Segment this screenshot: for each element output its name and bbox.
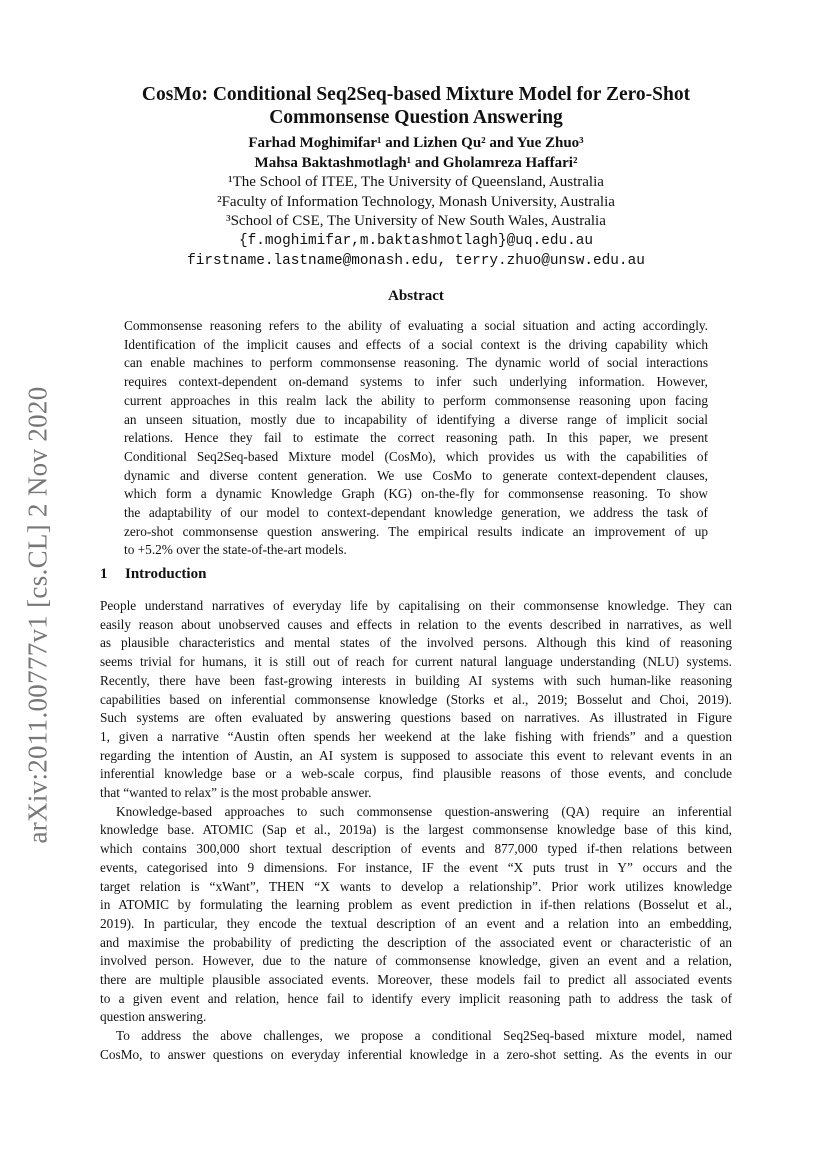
body-line: easily reason about unobserved causes and effects in relation to the events described in narratives, as well: [100, 616, 732, 632]
author-line-1: Farhad Moghimifar¹ and Lizhen Qu² and Yue Zhuo³: [248, 135, 584, 151]
body-line: as plausible characteristics and mental states of the involved persons. Although this kind of reasoning: [100, 635, 732, 651]
email-line-2: firstname.lastname@monash.edu, terry.zhuo@unsw.edu.au: [187, 252, 645, 269]
author-block: [100, 134, 732, 271]
abstract-line: an unseen situation, mostly due to incapability of identifying a diverse range of implicit social: [124, 411, 708, 427]
introduction-body: [100, 597, 732, 1065]
body-line: question answering.: [100, 1009, 207, 1025]
body-line: To address the above challenges, we propose a conditional Seq2Seq-based mixture model, named: [116, 1028, 732, 1044]
affiliation-3: ³School of CSE, The University of New South Wales, Australia: [226, 213, 606, 230]
affiliation-1: ¹The School of ITEE, The University of Queensland, Australia: [228, 174, 604, 191]
email-line-1: {f.moghimifar,m.baktashmotlagh}@uq.edu.au: [238, 232, 594, 249]
abstract-line: can enable machines to perform commonsense reasoning. The dynamic world of social interactions: [124, 355, 708, 371]
section-heading: [100, 566, 206, 583]
abstract-line: relations. Hence they fail to estimate the correct reasoning path. In this paper, we present: [124, 430, 708, 446]
affiliation-2: ²Faculty of Information Technology, Monash University, Australia: [217, 193, 615, 210]
body-line: Knowledge-based approaches to such commonsense question-answering (QA) require an inferential: [116, 803, 732, 819]
body-line-citation[interactable]: 2019). In particular, they encode the textual description of an event and a relation into an embedding,: [100, 915, 732, 931]
body-line: seems trivial for humans, it is still out of reach for current natural language understanding (NLU) systems.: [100, 654, 732, 670]
abstract-heading: Abstract: [388, 288, 444, 304]
body-line: inferential knowledge base or a web-scale corpus, find plausible reasons of those events, and conclude: [100, 766, 732, 782]
body-line: there are multiple plausible associated events. Moreover, these models fail to predict all associated events: [100, 972, 732, 988]
body-line: events, categorised into 9 dimensions. For instance, IF the event “X puts trust in Y” occurs and the: [100, 859, 732, 875]
body-line: target relation is “xWant”, THEN “X wants to develop a relationship”. Prior work utilizes knowledge: [100, 878, 732, 894]
abstract-line: to +5.2% over the state-of-the-art models.: [124, 542, 347, 558]
body-line-citation[interactable]: in ATOMIC by formulating the learning problem as event prediction in if-then relations (Bosselut et al.,: [100, 897, 732, 913]
body-line: which contains 300,000 short textual description of events and 877,000 typed if-then relations between: [100, 841, 732, 857]
body-line: Recently, there have been fast-growing interests in building AI systems with such human-like reasoning: [100, 672, 732, 688]
abstract-line: which form a dynamic Knowledge Graph (KG) on-the-fly for commonsense reasoning. To show: [124, 486, 708, 502]
abstract-body: [124, 317, 708, 560]
paper-title: [100, 83, 732, 129]
abstract-line: requires context-dependent on-demand systems to infer such underlying information. However,: [124, 374, 708, 390]
abstract-line: Identification of the implicit causes and effects of a social context is the driving capability which: [124, 336, 708, 352]
arxiv-sidebar: [18, 360, 58, 870]
body-line: regarding the intention of Austin, an AI system is supposed to associate this event to relevant events in an: [100, 747, 732, 763]
body-line: to a given event and relation, hence fail to identify every implicit reasoning path to address the task of: [100, 990, 732, 1006]
body-line: Such systems are often evaluated by answering questions based on narratives. As illustrated in Figure: [100, 710, 732, 726]
abstract-line: Conditional Seq2Seq-based Mixture model (CosMo), which provides us with the capabilities of: [124, 448, 708, 464]
body-line-citations[interactable]: capabilities based on inferential commonsense knowledge (Storks et al., 2019; Bosselut and Choi, 2019).: [100, 691, 732, 707]
title-line-1: CosMo: Conditional Seq2Seq-based Mixture Model for Zero-Shot: [141, 84, 691, 105]
abstract-line: Commonsense reasoning refers to the ability of evaluating a social situation and acting accordingly.: [124, 318, 708, 333]
body-line: People understand narratives of everyday life by capitalising on their commonsense knowledge. They can: [100, 598, 732, 613]
body-line-citation[interactable]: knowledge base. ATOMIC (Sap et al., 2019a) is the largest commonsense knowledge base of this kind,: [100, 822, 732, 838]
body-line: that “wanted to relax” is the most probable answer.: [100, 785, 372, 801]
title-line-2: Commonsense Question Answering: [269, 107, 563, 128]
abstract-line: dynamic and diverse content generation. We use CosMo to generate context-dependent clauses,: [124, 467, 708, 483]
abstract-line: current approaches in this realm lack the ability to perform commonsense reasoning upon facing: [124, 392, 708, 408]
section-title: Introduction: [125, 566, 207, 582]
abstract-line: the adaptability of our model to context-dependant knowledge generation, we address the task of: [124, 505, 708, 521]
author-line-2: Mahsa Baktashmotlagh¹ and Gholamreza Haffari²: [254, 154, 578, 171]
body-line: involved person. However, due to the nature of commonsense knowledge, given an event and a relation,: [100, 953, 732, 969]
abstract-line: zero-shot commonsense question answering. The empirical results indicate an improvement of up: [124, 523, 708, 539]
body-line-figure-ref[interactable]: 1, given a narrative “Austin often spends her weekend at the lake fishing with friends” and a question: [100, 728, 732, 744]
body-line: and maximise the probability of predicting the description of the associated event or characteristic of an: [100, 934, 732, 950]
arxiv-identifier: arXiv:2011.00777v1 [cs.CL] 2 Nov 2020: [22, 386, 53, 844]
section-number: 1: [100, 566, 108, 582]
body-line: CosMo, to answer questions on everyday inferential knowledge in a zero-shot setting. As the events in our: [100, 1046, 732, 1062]
